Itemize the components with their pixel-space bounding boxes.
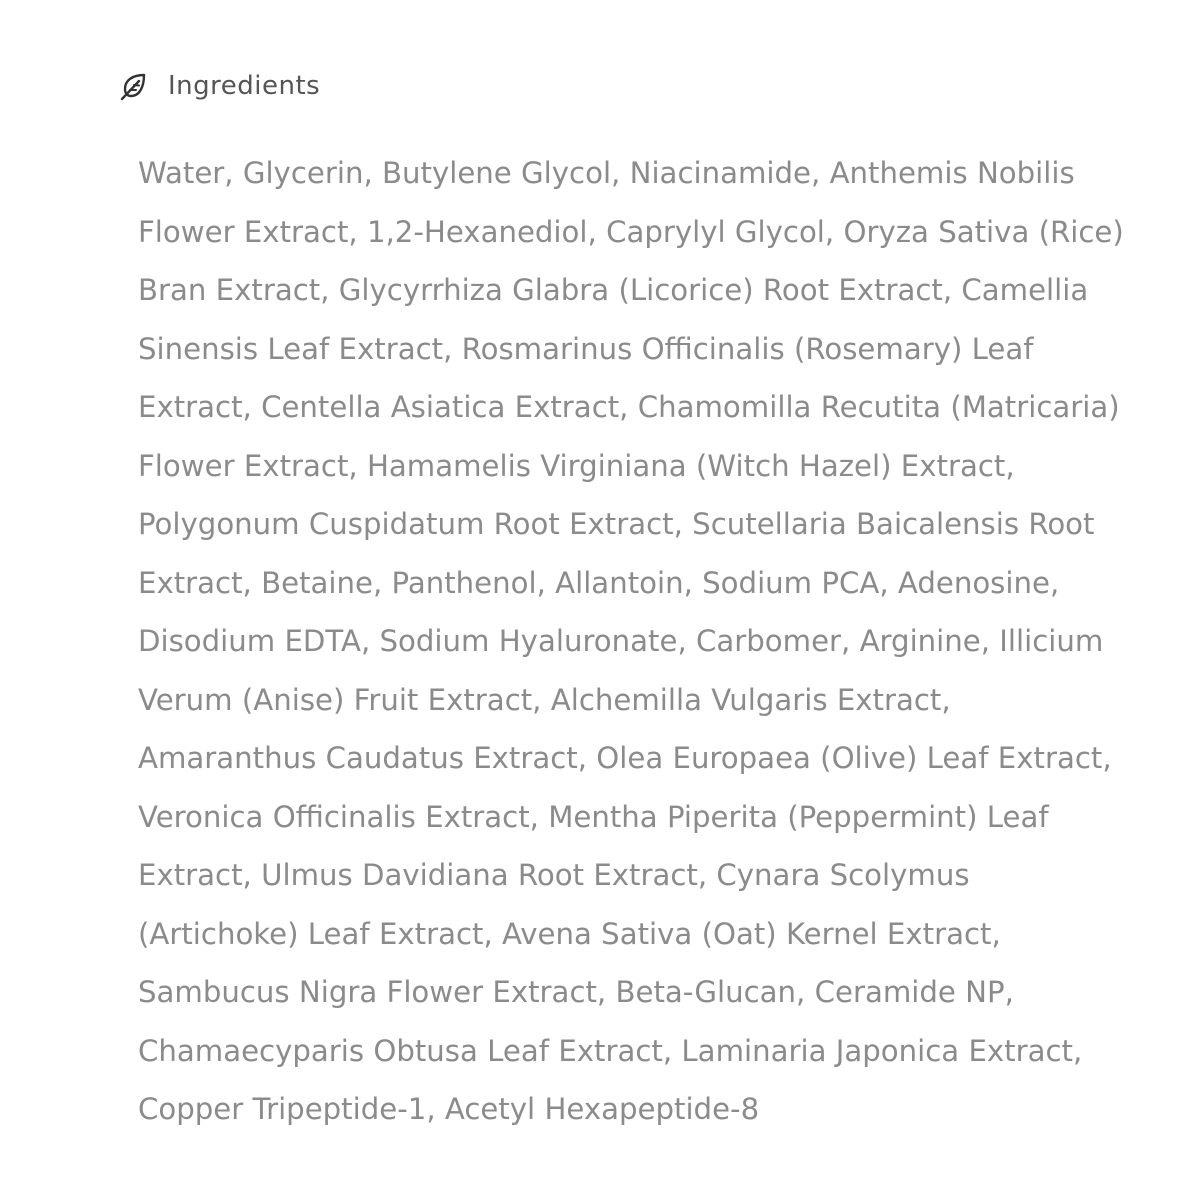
ingredients-line: Flower Extract, 1,2-Hexanediol, Caprylyl Glycol, Oryza Sativa (Rice): [138, 214, 1124, 249]
ingredients-line: Verum (Anise) Fruit Extract, Alchemilla Vulgaris Extract,: [138, 682, 951, 717]
ingredients-line: Extract, Ulmus Davidiana Root Extract, Cynara Scolymus: [138, 858, 970, 892]
ingredients-line: Veronica Officinalis Extract, Mentha Piperita (Peppermint) Leaf: [138, 799, 1049, 834]
ingredients-line: Flower Extract, Hamamelis Virginiana (Witch Hazel) Extract,: [138, 448, 1015, 483]
ingredients-line: Amaranthus Caudatus Extract, Olea Europaea (Olive) Leaf Extract,: [138, 741, 1112, 775]
ingredients-line: Disodium EDTA, Sodium Hyaluronate, Carbomer, Arginine, Illicium: [138, 624, 1104, 658]
ingredients-line: Polygonum Cuspidatum Root Extract, Scutellaria Baicalensis Root: [138, 507, 1095, 541]
ingredients-line: Copper Tripeptide-1, Acetyl Hexapeptide-8: [138, 1092, 760, 1126]
ingredients-line: Water, Glycerin, Butylene Glycol, Niacinamide, Anthemis Nobilis: [138, 156, 1075, 190]
ingredients-title: Ingredients: [168, 71, 321, 101]
ingredients-line: Sinensis Leaf Extract, Rosmarinus Officinalis (Rosemary) Leaf: [138, 331, 1034, 366]
ingredients-header: [118, 66, 1118, 106]
ingredients-line: Sambucus Nigra Flower Extract, Beta-Glucan, Ceramide NP,: [138, 975, 1014, 1009]
ingredients-line: Extract, Centella Asiatica Extract, Chamomilla Recutita (Matricaria): [138, 390, 1120, 424]
ingredients-line: Bran Extract, Glycyrrhiza Glabra (Licorice) Root Extract, Camellia: [138, 273, 1089, 307]
leaf-icon: [118, 70, 150, 102]
ingredients-line: Chamaecyparis Obtusa Leaf Extract, Laminaria Japonica Extract,: [138, 1033, 1083, 1068]
ingredients-list: [138, 144, 1124, 1139]
ingredients-line: Extract, Betaine, Panthenol, Allantoin, Sodium PCA, Adenosine,: [138, 565, 1060, 600]
ingredients-line: (Artichoke) Leaf Extract, Avena Sativa (Oat) Kernel Extract,: [138, 916, 1001, 951]
ingredients-section: [118, 66, 1124, 1139]
